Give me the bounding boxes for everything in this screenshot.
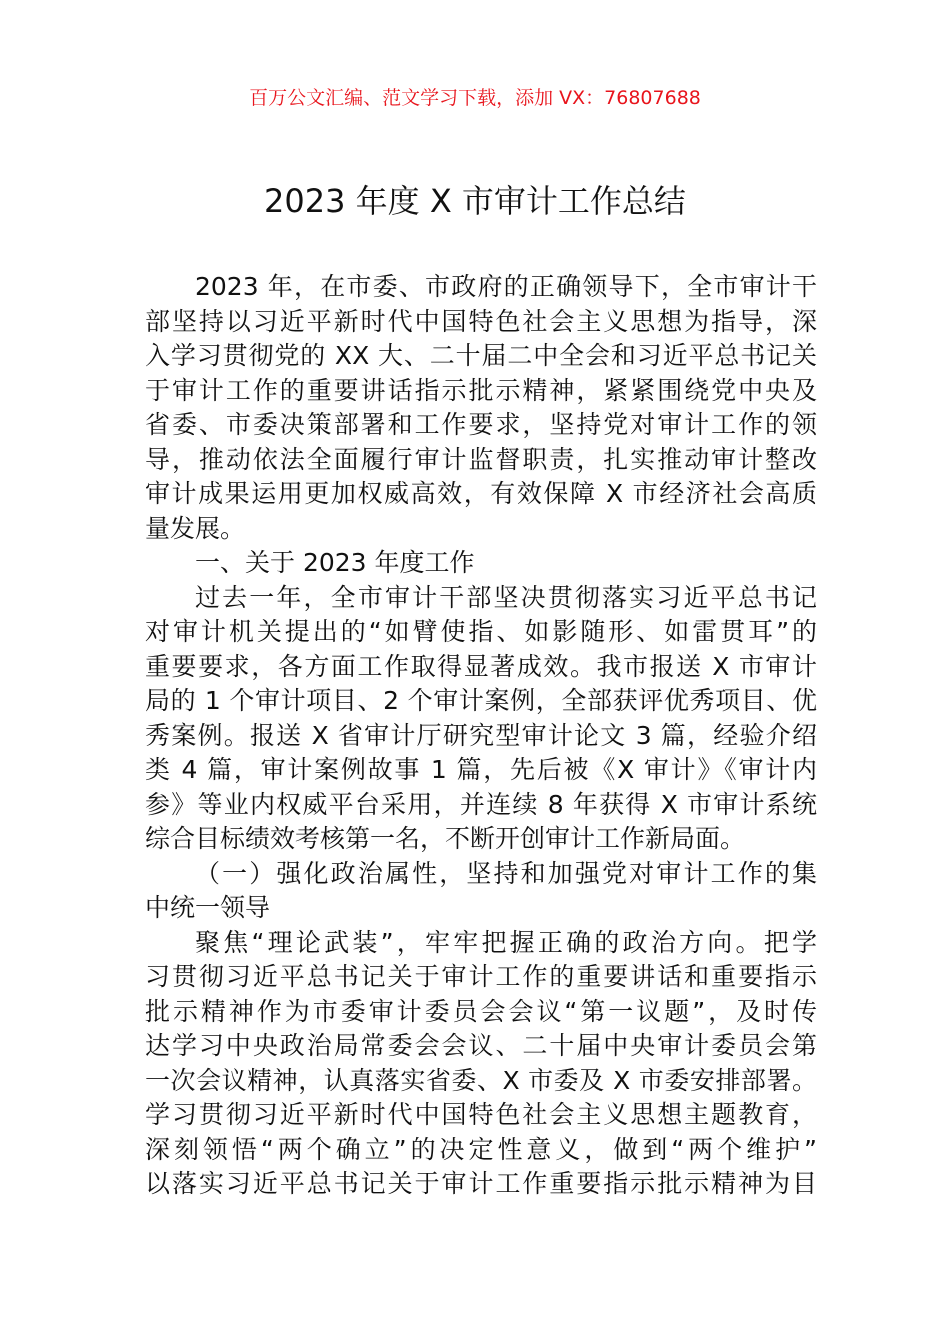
paragraph-line: 部坚持以习近平新时代中国特色社会主义思想为指导，深 (145, 306, 817, 336)
subsection-heading: （一）强化政治属性，坚持和加强党对审计工作的集 (195, 858, 817, 888)
paragraph-line: 入学习贯彻党的 XX 大、二十届二中全会和习近平总书记关 (145, 341, 817, 370)
watermark-header: 百万公文汇编、范文学习下载，添加 VX：76807688 (249, 87, 701, 109)
paragraph-line: 达学习中央政治局常委会会议、二十届中央审计委员会第 (145, 1031, 817, 1060)
paragraph-line: 一次会议精神，认真落实省委、X 市委及 X 市委安排部署。 (145, 1065, 817, 1095)
paragraph-line: 深刻领悟“两个确立”的决定性意义，做到“两个维护” (145, 1134, 817, 1164)
paragraph-line: 参》等业内权威平台采用，并连续 8 年获得 X 市审计系统 (145, 789, 817, 819)
document-body (145, 270, 817, 1202)
paragraph-line: 聚焦“理论武装”，牢牢把握正确的政治方向。把学 (195, 927, 817, 957)
paragraph-line: 类 4 篇，审计案例故事 1 篇，先后被《X 审计》《审计内 (145, 755, 817, 784)
document-title: 2023 年度 X 市审计工作总结 (264, 182, 686, 220)
paragraph-line: 以落实习近平总书记关于审计工作重要指示批示精神为目 (145, 1169, 817, 1198)
paragraph-line: 批示精神作为市委审计委员会会议“第一议题”，及时传 (145, 996, 817, 1026)
paragraph-line: 学习贯彻习近平新时代中国特色社会主义思想主题教育， (145, 1100, 817, 1129)
paragraph-line: 于审计工作的重要讲话指示批示精神，紧紧围绕党中央及 (145, 375, 817, 405)
paragraph-line: 省委、市委决策部署和工作要求，坚持党对审计工作的领 (145, 410, 817, 439)
paragraph-line: 综合目标绩效考核第一名，不断开创审计工作新局面。 (145, 824, 746, 853)
paragraph-line: 2023 年，在市委、市政府的正确领导下，全市审计干 (195, 272, 817, 301)
paragraph-line: 对审计机关提出的“如臂使指、如影随形、如雷贯耳”的 (145, 617, 817, 646)
paragraph-line: 量发展。 (145, 513, 246, 543)
paragraph-line: 重要要求，各方面工作取得显著成效。我市报送 X 市审计 (145, 651, 817, 681)
paragraph-line: 秀案例。报送 X 省审计厅研究型审计论文 3 篇，经验介绍 (145, 720, 817, 750)
paragraph-line: 习贯彻习近平总书记关于审计工作的重要讲话和重要指示 (145, 962, 817, 991)
section-heading: 一、关于 2023 年度工作 (195, 548, 475, 577)
paragraph-line: 局的 1 个审计项目、2 个审计案例，全部获评优秀项目、优 (145, 686, 817, 715)
paragraph-line: 过去一年，全市审计干部坚决贯彻落实习近平总书记 (195, 582, 817, 612)
paragraph-line: 导，推动依法全面履行审计监督职责，扎实推动审计整改 (145, 444, 817, 474)
subsection-heading: 中统一领导 (145, 893, 271, 922)
paragraph-line: 审计成果运用更加权威高效，有效保障 X 市经济社会高质 (145, 479, 817, 508)
